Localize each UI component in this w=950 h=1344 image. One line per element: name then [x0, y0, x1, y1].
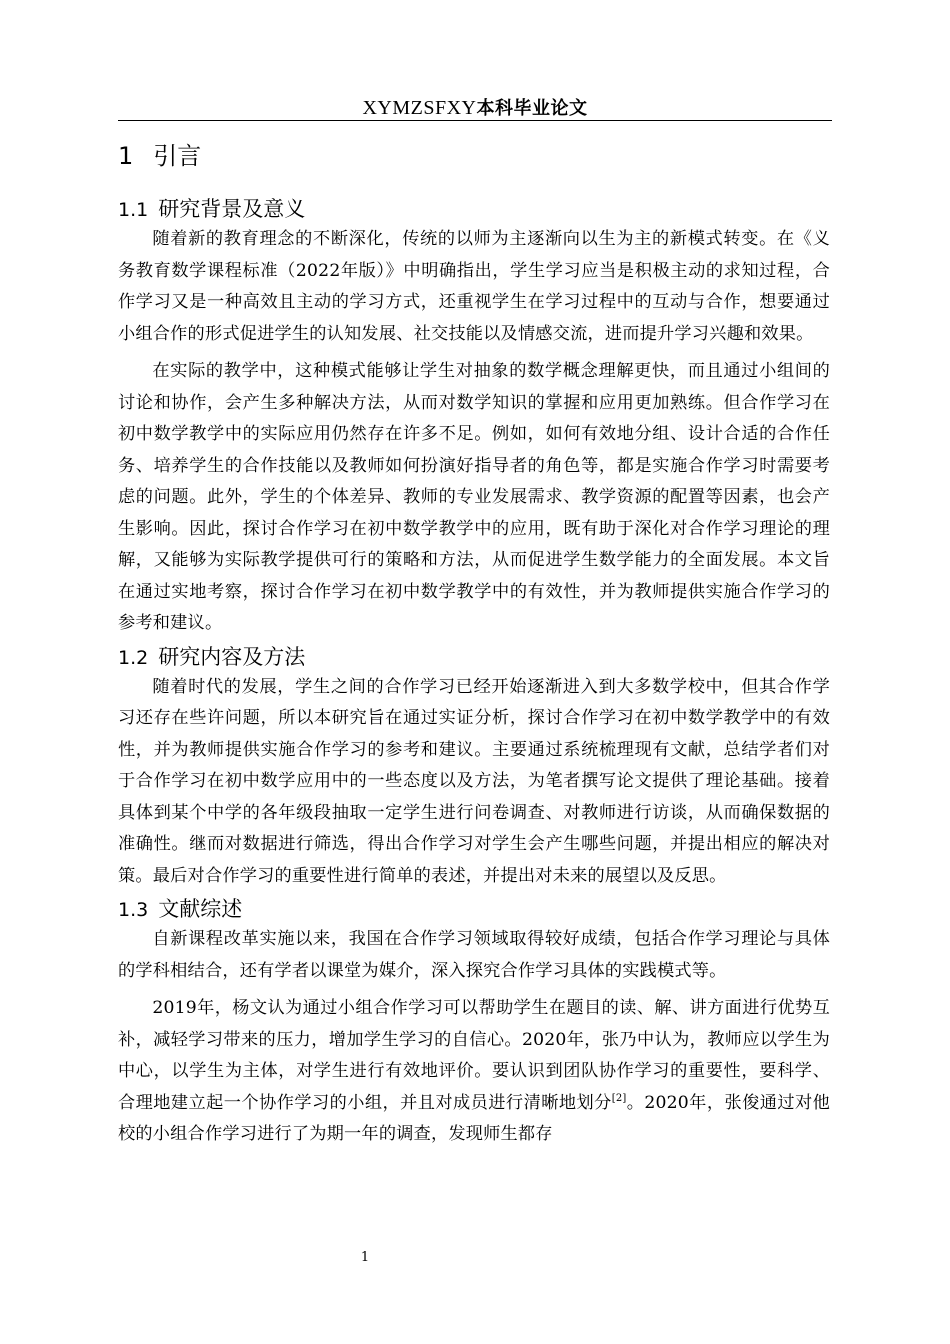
page-header [118, 94, 832, 121]
section-heading-1-2 [118, 642, 830, 672]
citation-marker: [2] [611, 1092, 627, 1104]
section-number: 1.1 [118, 199, 149, 221]
section-number: 1.3 [118, 899, 149, 921]
section-number: 1.2 [118, 646, 149, 669]
section-heading-1-1 [118, 194, 830, 224]
body-paragraph: 自新课程改革实施以来，我国在合作学习领域取得较好成绩，包括合作学习理论与具体的学科相结合，还有学者以课堂为媒介，深入探究合作学习具体的实践模式等。 [118, 929, 830, 981]
header-title: 本科毕业论文 [476, 98, 588, 119]
chapter-heading [118, 138, 830, 174]
chapter-number: 1 [118, 142, 134, 170]
section-heading-1-3 [118, 894, 830, 924]
section-title: 文献综述 [158, 897, 243, 921]
body-paragraph: 随着新的教育理念的不断深化，传统的以师为主逐渐向以生为主的新模式转变。在《义务教育数学课程标准（2022年版）》中明确指出，学生学习应当是积极主动的求知过程，合作学习又是一种高效且主动的学习方式，还重视学生在学习过程中的互动与合作，想要通过小组合作的形式促进学生的认知发展、社交技能以及情感交流，进而提升学习兴趣和效果。 [118, 229, 830, 344]
chapter-title: 引言 [153, 142, 202, 170]
body-paragraph: 随着时代的发展，学生之间的合作学习已经开始逐渐进入到大多数学校中，但其合作学习还存在些许问题，所以本研究旨在通过实证分析，探讨合作学习在初中数学教学中的有效性，并为教师提供实施合作学习的参考和建议。主要通过系统梳理现有文献，总结学者们对于合作学习在初中数学应用中的一些态度以及方法，为笔者撰写论文提供了理论基础。接着具体到某个中学的各年级段抽取一定学生进行问卷调查、对教师进行访谈，从而确保数据的准确性。继而对数据进行筛选，得出合作学习对学生会产生哪些问题，并提出相应的解决对策。最后对合作学习的重要性进行简单的表述，并提出对未来的展望以及反思。 [118, 676, 830, 886]
paragraph-text: 。2020年，张俊通过对他校的小组合作学习进行了为期一年的调查，发现师生都存 [118, 1092, 831, 1144]
body-paragraph: 在实际的教学中，这种模式能够让学生对抽象的数学概念理解更快，而且通过小组间的讨论和协作，会产生多种解决方法，从而对数学知识的掌握和应用更加熟练。但合作学习在初中数学教学中的实际应用仍然存在许多不足。例如，如何有效地分组、设计合适的合作任务、培养学生的合作技能以及教师如何扮演好指导者的角色等，都是实施合作学习时需要考虑的问题。此外，学生的个体差异、教师的专业发展需求、教学资源的配置等因素，也会产生影响。因此，探讨合作学习在初中数学教学中的应用，既有助于深化对合作学习理论的理解，又能够为实际教学提供可行的策略和方法，从而促进学生数学能力的全面发展。本文旨在通过实地考察，探讨合作学习在初中数学教学中的有效性，并为教师提供实施合作学习的参考和建议。 [118, 361, 830, 633]
header-code: XYMZSFXY [362, 97, 477, 119]
section-title: 研究内容及方法 [158, 644, 306, 669]
body-paragraph [118, 993, 830, 1151]
section-title: 研究背景及意义 [158, 197, 306, 221]
page-number: 1 [360, 1250, 370, 1265]
paragraph-text: 2019年，杨文认为通过小组合作学习可以帮助学生在题目的读、解、讲方面进行优势互补，减轻学习带来的压力，增加学生学习的自信心。2020年，张乃中认为，教师应以学生为中心，以学生为主体，对学生进行有效地评价。要认识到团队协作学习的重要性，要科学、合理地建立起一个协作学习的小组，并且对成员进行清晰地划分 [118, 998, 830, 1113]
document-body [118, 138, 830, 1151]
